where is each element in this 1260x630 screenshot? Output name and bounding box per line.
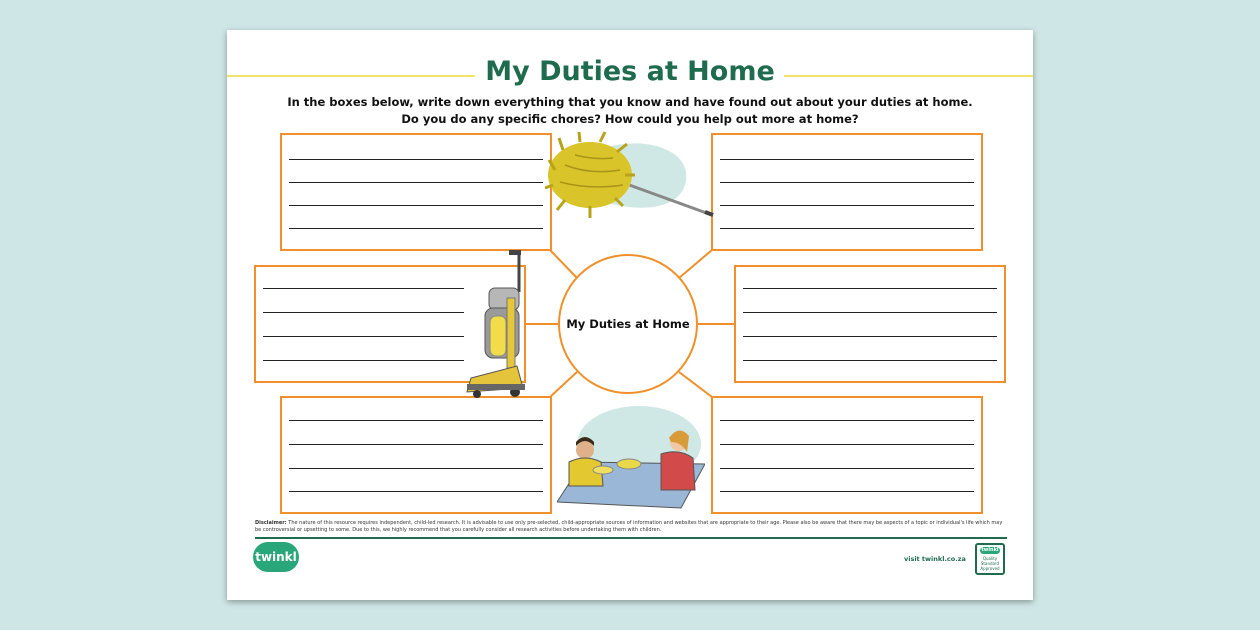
footer-divider	[255, 537, 1007, 539]
writing-box-top-left[interactable]	[280, 133, 552, 251]
writing-box-bottom-right[interactable]	[711, 396, 983, 514]
disclaimer-label: Disclaimer:	[255, 520, 287, 526]
feather-duster-icon	[545, 130, 715, 222]
writing-box-middle-right[interactable]	[734, 265, 1006, 383]
center-topic-circle	[558, 254, 698, 394]
quality-badge-logo: twinkl	[981, 547, 999, 553]
instructions-line-1: In the boxes below, write down everything that you know and have found out about your duties at home.	[287, 95, 973, 109]
writing-box-bottom-left[interactable]	[280, 396, 552, 514]
children-wiping-table-icon	[557, 402, 705, 512]
instructions-line-2: Do you do any specific chores? How could you help out more at home?	[401, 112, 859, 126]
twinkl-logo-text: twinkl	[255, 550, 297, 564]
quality-badge	[975, 543, 1005, 575]
twinkl-logo[interactable]	[253, 542, 299, 572]
worksheet-title: My Duties at Home	[485, 56, 775, 87]
vacuum-cleaner-icon	[463, 248, 529, 400]
worksheet-page	[227, 30, 1033, 600]
disclaimer	[255, 520, 1007, 534]
writing-box-top-right[interactable]	[711, 133, 983, 251]
disclaimer-text: The nature of this resource requires independent, child-led research. It is advisable to use only pre-selected, child-appropriate sources of information and websites that are appropriate to their age. Please also be aware that there may be aspects of a topic or individual's life which may be controversial or upsetting to some. Due to this, we highly recommend that you carefully consider all research activities before undertaking them with children.	[255, 520, 1003, 533]
visit-link[interactable]: visit twinkl.co.za	[904, 555, 966, 563]
center-topic-label: My Duties at Home	[566, 317, 690, 331]
quality-badge-text: Quality Standard Approved	[980, 556, 1000, 571]
